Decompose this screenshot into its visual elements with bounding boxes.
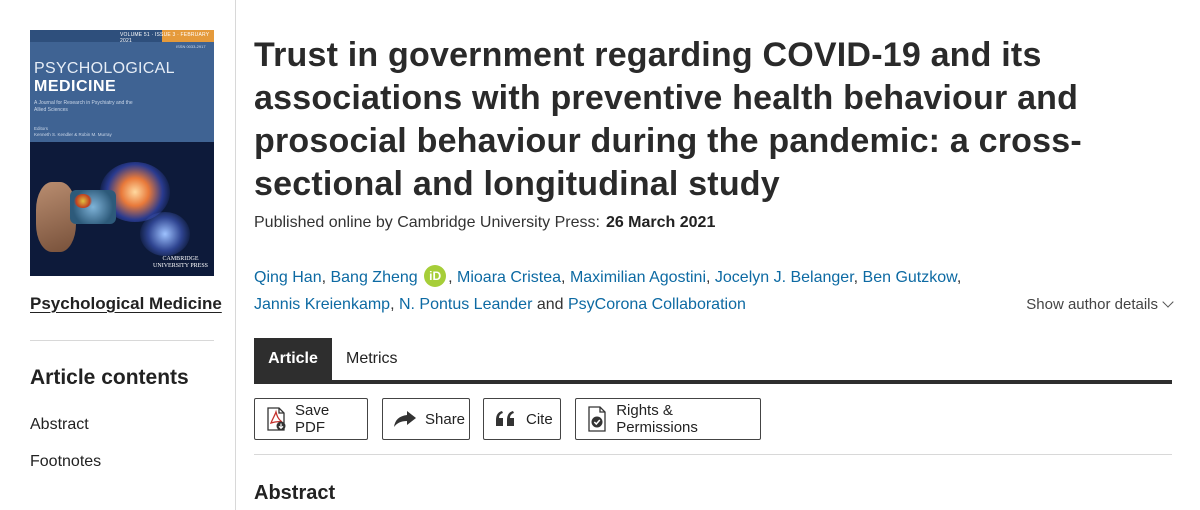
author-link[interactable]: Mioara Cristea <box>457 269 562 286</box>
author-list: Qing Han, Bang Zheng iD , Mioara Cristea, Maximilian Agostini, Jocelyn J. Belanger, Ben Gutzkow, Jannis Kreienkamp, N. Pontus Leander and PsyCorona Collaboration <box>254 264 1014 318</box>
rights-label: Rights & Permissions <box>616 402 698 436</box>
cover-issn: ISSN 0033-2917 <box>176 44 206 49</box>
cover-title-line1: PSYCHOLOGICAL <box>34 60 175 77</box>
cover-publisher-logo: CAMBRIDGE UNIVERSITY PRESS <box>153 256 208 269</box>
author-link[interactable]: Jocelyn J. Belanger <box>714 269 854 286</box>
section-divider <box>254 454 1172 455</box>
published-date: 26 March 2021 <box>605 214 716 231</box>
cover-subtitle: A Journal for Research in Psychiatry and the Allied Sciences <box>34 100 133 113</box>
cover-volume-line: VOLUME 51 · ISSUE 3 · FEBRUARY 2021 <box>120 32 210 44</box>
cite-button[interactable] <box>483 398 561 440</box>
show-author-details-label: Show author details <box>1026 296 1158 313</box>
save-pdf-button[interactable] <box>254 398 368 440</box>
cover-title-line2: MEDICINE <box>34 78 117 95</box>
author-link[interactable]: N. Pontus Leander <box>398 296 533 313</box>
cover-editors: Editors Kenneth S. Kendler & Robin M. Murray <box>34 126 112 137</box>
cite-label: Cite <box>526 410 553 428</box>
share-label: Share <box>425 410 466 428</box>
quote-icon <box>494 407 518 431</box>
show-author-details-button[interactable] <box>1026 296 1172 313</box>
author-link[interactable]: Qing Han <box>254 269 322 286</box>
author-link[interactable]: PsyCorona Collaboration <box>568 296 746 313</box>
article-contents-heading: Article contents <box>30 366 189 389</box>
author-link[interactable]: Bang Zheng <box>330 269 418 286</box>
sidebar <box>0 0 236 510</box>
contents-item-footnotes[interactable]: Footnotes <box>30 453 102 470</box>
author-link[interactable]: Jannis Kreienkamp <box>254 296 391 313</box>
article-title: Trust in government regarding COVID-19 and its associations with preventive health behaviour and prosocial behaviour during the pandemic: a cross-sectional and longitudinal study <box>254 36 1082 203</box>
sidebar-divider <box>30 340 214 341</box>
author-link[interactable]: Ben Gutzkow <box>862 269 957 286</box>
pdf-icon <box>265 407 287 431</box>
published-label: Published online by Cambridge University Press: <box>254 214 600 231</box>
contents-item-abstract[interactable]: Abstract <box>30 416 89 433</box>
journal-link[interactable]: Psychological Medicine <box>30 294 222 313</box>
orcid-icon[interactable]: iD <box>424 265 446 287</box>
abstract-heading: Abstract <box>254 482 336 504</box>
journal-cover-image[interactable] <box>30 30 214 276</box>
and-word: and <box>536 296 564 313</box>
document-check-icon <box>586 407 608 431</box>
share-arrow-icon <box>393 407 417 431</box>
published-line <box>254 214 715 232</box>
share-button[interactable] <box>382 398 470 440</box>
chevron-down-icon <box>1162 296 1173 307</box>
author-link[interactable]: Maximilian Agostini <box>569 269 706 286</box>
tab-article[interactable]: Article <box>254 338 332 380</box>
tab-underline <box>254 380 1172 384</box>
article-tabs <box>254 338 1172 384</box>
rights-permissions-button[interactable] <box>575 398 761 440</box>
save-pdf-label: Save PDF <box>295 402 330 436</box>
tab-metrics[interactable]: Metrics <box>346 350 398 367</box>
